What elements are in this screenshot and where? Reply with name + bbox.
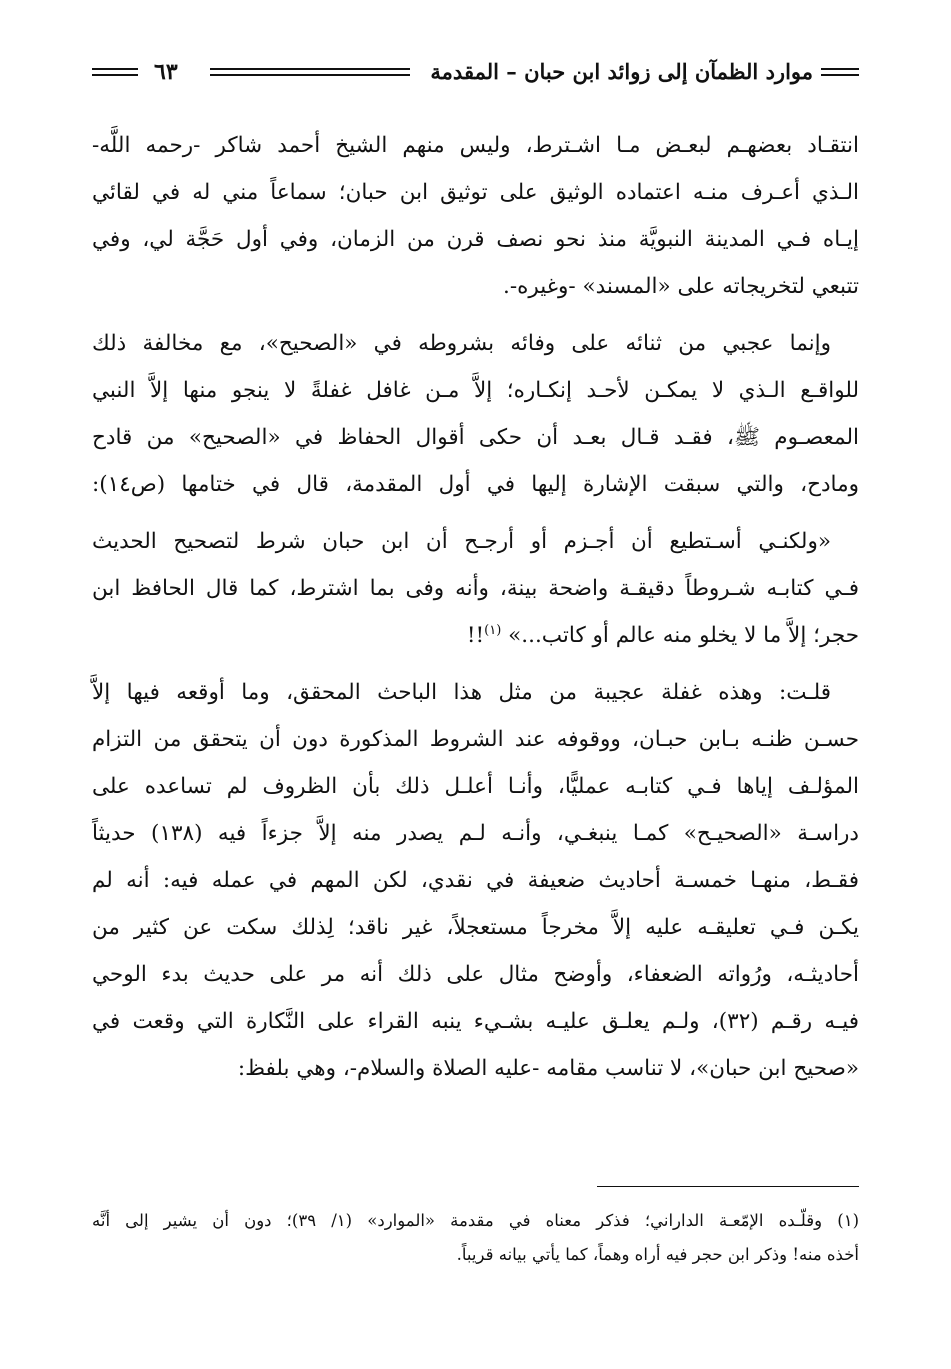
text-line: المعصـوم ﷺ، فقـد قـال بعـد أن حكى أقوال الحفاظ في «الصحيح» من قادح bbox=[92, 425, 859, 450]
running-header bbox=[92, 52, 859, 92]
text-line: الـذي أعـرف منـه اعتماده الوثيق على توثيق ابن حبان؛ سماعاً مني له في لقائي bbox=[92, 180, 859, 205]
header-title: موارد الظمآن إلى زوائد ابن حبان – المقدمة bbox=[430, 59, 813, 84]
quotation-paragraph bbox=[92, 518, 859, 659]
footnotes bbox=[92, 1204, 859, 1272]
text-line: قلـت: وهذه غفلة عجيبة من مثل هذا الباحث المحقق، وما أوقعه فيها إلاَّ bbox=[92, 680, 831, 705]
text-line: المؤلـف إياها فـي كتابـه عمليًّا، وأنـا أعلـل ذلك بأن الظروف لم تساعده على bbox=[92, 774, 859, 799]
paragraph-1 bbox=[92, 122, 859, 310]
text-line: وإنما عجبي من ثنائه على وفائه بشروطه في «الصحيح»، مع مخالفة ذلك bbox=[92, 331, 831, 356]
footnote-line: (١) وقلّـده الإمّعـة الداراني؛ فذكر معناه في مقدمة «الموارد» (١/ ٣٩)؛ دون أن يشير إلى أنَّه bbox=[92, 1211, 860, 1230]
paragraph-2 bbox=[92, 320, 859, 508]
text-line: ومادح، والتي سبقت الإشارة إليها في أول المقدمة، قال في ختامها (ص١٤): bbox=[92, 472, 859, 497]
footnote-reference[interactable]: (١) bbox=[484, 622, 502, 638]
header-rule-left bbox=[92, 68, 138, 76]
text-line: للواقـع الـذي لا يمكـن لأحـد إنكـاره؛ إلاَّ مـن غافل غفلةً لا ينجو منها إلاَّ النبي bbox=[92, 378, 859, 403]
text-line: أحاديثـه، ورُواته الضعفاء، وأوضح مثال على ذلك أنه مر على حديث بدء الوحي bbox=[92, 962, 859, 987]
text-line: فـي كتابـه شـروطاً دقيقـة واضحة بينة، وأنه وفى بما اشترط، كما قال الحافظ ابن bbox=[92, 576, 859, 601]
text-line-with-footnote bbox=[92, 612, 859, 659]
body-text bbox=[92, 122, 859, 1102]
text-line: انتقـاد بعضهـم لبعـض مـا اشـترط، وليس منهم الشيخ أحمد شاكر -رحمه اللَّه- bbox=[92, 133, 859, 158]
text-line: فقـط، منهـا خمسـة أحاديث ضعيفة في نقدي، لكن المهم في عمله فيه: أنه لم bbox=[92, 868, 859, 893]
text-line: فيـه رقـم (٣٢)، ولـم يعلـق عليـه بشـيء ينبه القراء على النَّكارة التي وقعت في bbox=[92, 1009, 859, 1034]
text-line: تتبعي لتخريجاته على «المسند» -وغيره-. bbox=[503, 274, 859, 299]
text-line: إيـاه فـي المدينة النبويَّة منذ نحو نصف قرن من الزمان، وفي أول حَجَّة لي، وفي bbox=[92, 227, 859, 252]
text-line: دراسـة «الصحيـح» كمـا ينبغـي، وأنـه لـم يصدر منه إلاَّ جزءاً فيه (١٣٨) حديثاً bbox=[92, 821, 860, 846]
text-line: «ولكنـي أسـتطيع أن أجـزم أو أرجـح أن ابن حبان شرط لتصحيح الحديث bbox=[92, 529, 831, 554]
header-rule-middle bbox=[210, 68, 410, 76]
footnote-separator bbox=[597, 1186, 859, 1187]
footnote-line: أخذه منه! وذكر ابن حجر فيه أراه وهماً، كما يأتي بيانه قريباً. bbox=[456, 1245, 859, 1264]
paragraph-4 bbox=[92, 669, 859, 1092]
text-segment: !! bbox=[466, 623, 485, 648]
page-number: ٦٣ bbox=[154, 59, 178, 85]
text-line: حسـن ظنـه بـابن حبـان، ووقوفه عند الشروط المذكورة دون أن يتحقق من التزام bbox=[92, 727, 859, 752]
text-line: يكـن فـي تعليقـه عليه إلاَّ مخرجاً مستعجلاً، غير ناقد؛ لِذلك سكت عن كثير من bbox=[92, 915, 859, 940]
text-segment: حجر؛ إلاَّ ما لا يخلو منه عالم أو كاتب...» bbox=[508, 623, 859, 648]
text-line: «صحيح ابن حبان»، لا تناسب مقامه -عليه الصلاة والسلام-، وهي بلفظ: bbox=[237, 1056, 859, 1081]
